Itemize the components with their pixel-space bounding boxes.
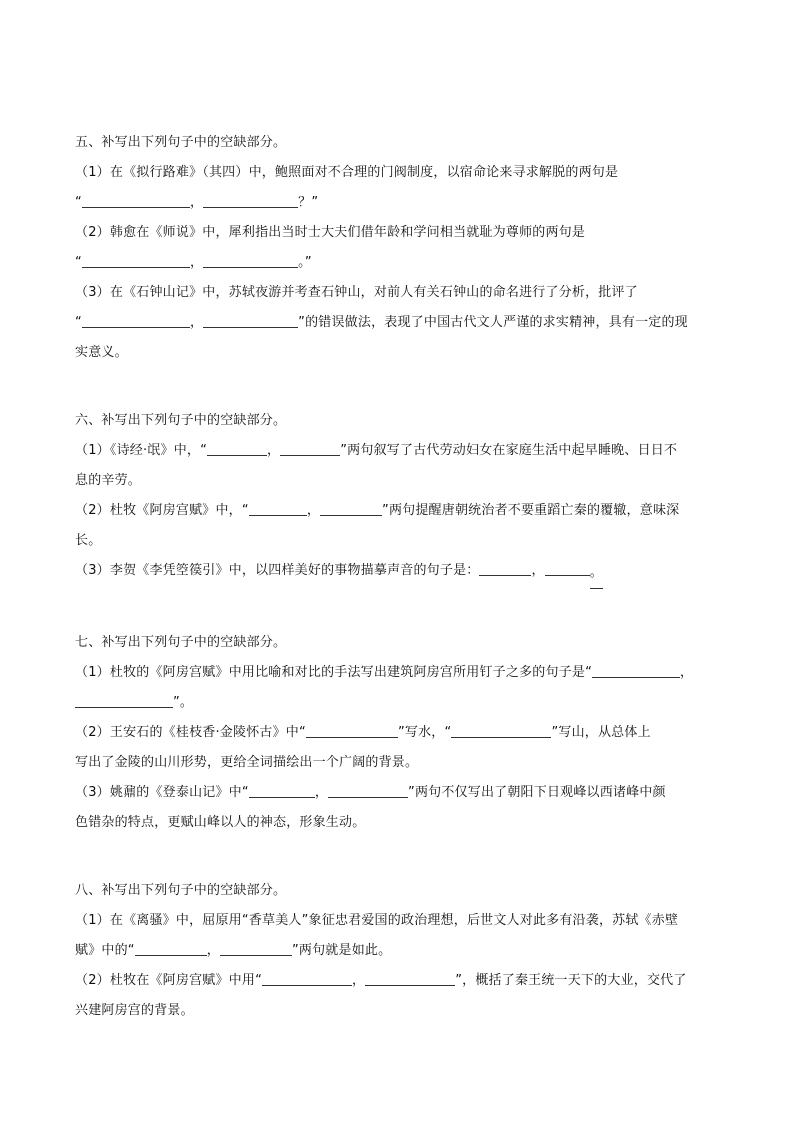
answer-blank[interactable] <box>82 192 190 208</box>
answer-blank[interactable] <box>203 192 298 208</box>
quote-open: “ <box>75 315 82 330</box>
s7-q2-mid: ”写水，“ <box>397 725 452 740</box>
answer-blank[interactable] <box>220 940 292 956</box>
comma: ， <box>189 255 204 270</box>
s7-q3 <box>75 778 725 808</box>
s7-q3-end: 色错杂的特点，更赋山峰以人的神态，形象生动。 <box>75 815 366 830</box>
answer-blank[interactable] <box>207 440 267 456</box>
s6-q1-continuation: ”两句叙写了古代劳动妇女在家庭生活中起早睡晚、日日不 <box>340 443 678 458</box>
section-6 <box>75 406 725 589</box>
answer-blank[interactable] <box>203 252 298 268</box>
answer-blank[interactable] <box>249 782 315 798</box>
s7-q1 <box>75 658 725 688</box>
s7-q1-cont <box>75 688 725 718</box>
s5-q2-answer <box>75 248 725 278</box>
answer-blank[interactable] <box>75 692 173 708</box>
quote-open: “ <box>75 195 82 210</box>
s5-q1-answer <box>75 188 725 218</box>
period: 。 <box>590 558 603 589</box>
answer-blank[interactable] <box>306 722 398 738</box>
section-8-heading: 八、补写出下列句子中的空缺部分。 <box>75 883 287 898</box>
s8-q1-continuation: ”两句就是如此。 <box>291 943 392 958</box>
s8-q2-text: （2）杜牧在《阿房宫赋》中用“ <box>75 973 263 988</box>
s6-q1 <box>75 436 725 466</box>
answer-blank[interactable] <box>365 970 455 986</box>
s6-q2-end: 长。 <box>75 533 102 548</box>
quote-open: “ <box>75 255 82 270</box>
s7-q2-text: （2）王安石的《桂枝香·金陵怀古》中“ <box>75 725 306 740</box>
section-5 <box>75 128 725 368</box>
s7-q3-text: （3）姚鼐的《登泰山记》中“ <box>75 785 249 800</box>
comma: ， <box>352 973 366 988</box>
s7-q2 <box>75 718 725 748</box>
answer-blank[interactable] <box>479 560 531 576</box>
s7-q1-text: （1）杜牧的《阿房宫赋》中用比喻和对比的手法写出建筑阿房宫所用钉子之多的句子是“ <box>75 665 593 680</box>
comma: ， <box>189 195 204 210</box>
s8-q1 <box>75 936 725 966</box>
comma: ， <box>189 315 204 330</box>
answer-blank[interactable] <box>135 940 207 956</box>
quote-close: ？” <box>298 195 319 210</box>
answer-blank[interactable] <box>545 560 590 576</box>
s6-q2-continuation: ”两句提醒唐朝统治者不要重蹈亡秦的覆辙，意味深 <box>382 503 680 518</box>
s8-q1-text: （1）在《离骚》中，屈原用“香草美人”象征忠君爱国的政治理想，后世文人对此多有沿袭，苏轼《赤壁 <box>75 913 679 928</box>
s8-q2-end: 兴建阿房宫的背景。 <box>75 1003 194 1018</box>
s8-q2 <box>75 966 725 996</box>
answer-blank[interactable] <box>262 970 352 986</box>
section-8 <box>75 876 725 1026</box>
s6-q1-end: 息的辛劳。 <box>75 473 142 488</box>
comma: ， <box>267 443 281 458</box>
comma: ， <box>680 665 694 680</box>
comma: ， <box>206 943 220 958</box>
s5-q3-continuation: ”的错误做法，表现了中国古代文人严谨的求实精神，具有一定的现 <box>298 315 688 330</box>
s5-q1-text: （1）在《拟行路难》（其四）中，鲍照面对不合理的门阀制度，以宿命论来寻求解脱的两句是 <box>75 165 619 180</box>
section-7 <box>75 628 725 838</box>
s8-q2-continuation: ”，概括了秦王统一天下的大业，交代了 <box>455 973 687 988</box>
answer-blank[interactable] <box>249 500 307 516</box>
section-6-heading: 六、补写出下列句子中的空缺部分。 <box>75 413 287 428</box>
s7-q2-end: 写出了金陵的山川形势，更给全词描绘出一个广阔的背景。 <box>75 755 419 770</box>
s5-q2-text: （2）韩愈在《师说》中，犀利指出当时士大夫们借年龄和学问相当就耻为尊师的两句是 <box>75 225 586 240</box>
answer-blank[interactable] <box>451 722 551 738</box>
s7-q2-continuation: ”写山，从总体上 <box>551 725 651 740</box>
section-5-heading: 五、补写出下列句子中的空缺部分。 <box>75 135 287 150</box>
quote-close: ”。 <box>173 695 194 710</box>
s6-q2 <box>75 496 725 526</box>
s5-q3-text: （3）在《石钟山记》中，苏轼夜游并考查石钟山，对前人有关石钟山的命名进行了分析，批评了 <box>75 285 638 300</box>
s8-q1-text-b: 赋》中的“ <box>75 943 135 958</box>
answer-blank[interactable] <box>280 440 340 456</box>
s6-q3 <box>75 556 725 589</box>
s6-q2-text: （2）杜牧《阿房宫赋》中，“ <box>75 503 249 518</box>
answer-blank[interactable] <box>82 312 190 328</box>
s7-q3-continuation: ”两句不仅写出了朝阳下日观峰以西诸峰中颜 <box>408 785 666 800</box>
answer-blank[interactable] <box>203 312 298 328</box>
s6-q1-text: （1）《诗经·氓》中，“ <box>75 443 208 458</box>
s5-q3-end: 实意义。 <box>75 345 128 360</box>
answer-blank[interactable] <box>592 662 680 678</box>
section-7-heading: 七、补写出下列句子中的空缺部分。 <box>75 635 287 650</box>
answer-blank[interactable] <box>320 500 382 516</box>
quote-close: 。” <box>298 255 312 270</box>
s5-q3-answer <box>75 308 725 338</box>
s6-q3-text: （3）李贺《李凭箜篌引》中，以四样美好的事物描摹声音的句子是： <box>75 563 480 578</box>
comma: ， <box>306 503 321 518</box>
answer-blank[interactable] <box>328 782 408 798</box>
answer-blank[interactable] <box>82 252 190 268</box>
comma: ， <box>314 785 329 800</box>
comma: ， <box>531 563 545 578</box>
